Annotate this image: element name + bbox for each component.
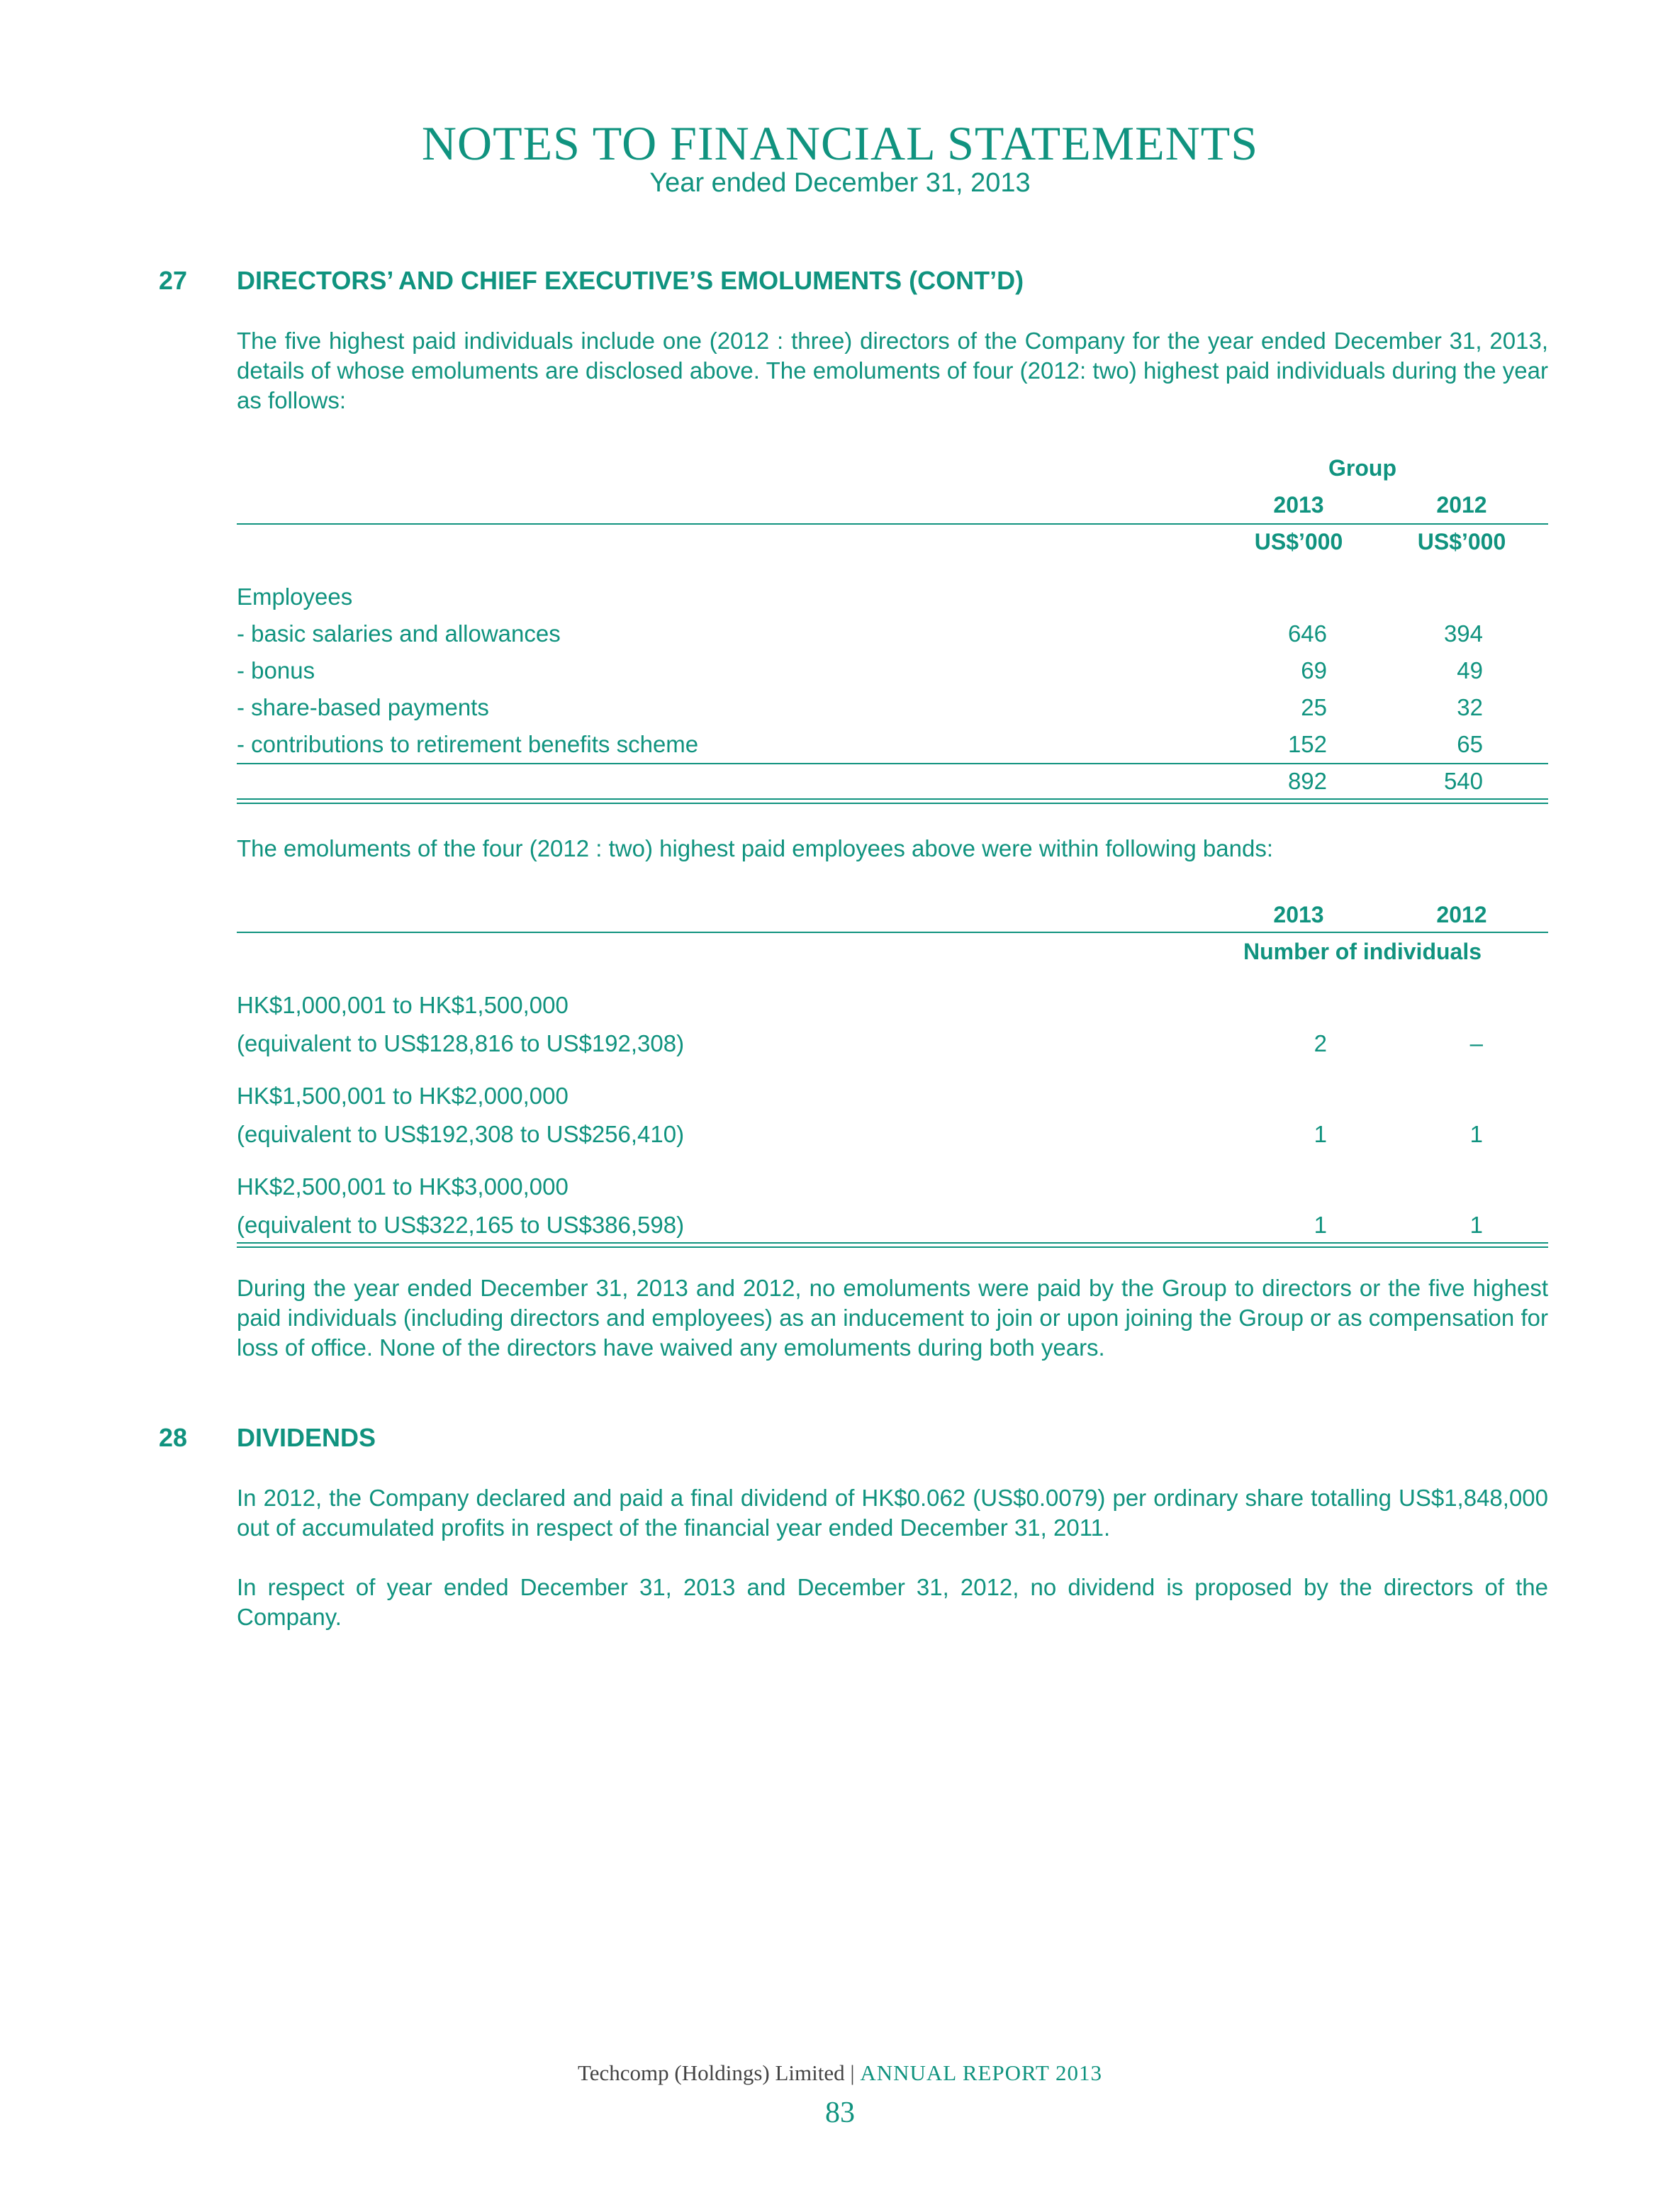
table2-value-2012: 1 xyxy=(1469,1212,1483,1238)
table2-band: HK$1,500,001 to HK$2,000,000 xyxy=(237,1083,569,1109)
footer-company: Techcomp (Holdings) Limited xyxy=(577,2060,845,2085)
table2-value-2012: 1 xyxy=(1469,1121,1483,1147)
table2-value-2012: – xyxy=(1469,1030,1483,1056)
table2-col-2013: 2013 xyxy=(1273,902,1324,927)
table2-band: HK$2,500,001 to HK$3,000,000 xyxy=(237,1173,569,1200)
section-28-para-2: In respect of year ended December 31, 2013 and December 31, 2012, no dividend is proposed by the directors of the Company. xyxy=(237,1574,1548,1630)
section-27-intro: The five highest paid individuals include one (2012 : three) directors of the Company for the year ended December 31, 2013, details of whose emoluments are disclosed above. The emoluments of four (2012: two) highest paid individuals during the year as follows: xyxy=(237,328,1548,413)
table2-band-equivalent: (equivalent to US$192,308 to US$256,410) xyxy=(237,1121,685,1147)
table-row-label: - bonus xyxy=(237,657,315,683)
table1-header-rule xyxy=(237,523,1548,525)
table-row-value-2013: 152 xyxy=(1287,731,1327,757)
section-28-para-1: In 2012, the Company declared and paid a final dividend of HK$0.062 (US$0.0079) per ordinary share totalling US$1,848,000 out of accumulated profits in respect of the financial year ended December 31, 2011. xyxy=(237,1485,1548,1541)
table-row-label: - share-based payments xyxy=(237,694,489,720)
table2-band: HK$1,000,001 to HK$1,500,000 xyxy=(237,992,569,1018)
section-28-title: DIVIDENDS xyxy=(237,1423,376,1452)
table-row-value-2012: 32 xyxy=(1457,694,1483,720)
table1-col-2013: 2013 xyxy=(1273,492,1324,518)
table2-total-rule-top xyxy=(237,1242,1548,1244)
footer-report: ANNUAL REPORT 2013 xyxy=(860,2060,1102,2085)
table1-col-2012: 2012 xyxy=(1436,492,1487,518)
table2-total-rule-bottom xyxy=(237,1246,1548,1248)
section-28-number: 28 xyxy=(159,1423,188,1452)
section-27-number: 27 xyxy=(159,266,188,295)
table2-col-2012: 2012 xyxy=(1436,902,1487,927)
footer xyxy=(0,2059,1680,2087)
table1-category: Employees xyxy=(237,584,353,610)
table2-band-equivalent: (equivalent to US$128,816 to US$192,308) xyxy=(237,1030,685,1056)
table1-total-2012: 540 xyxy=(1443,768,1483,794)
table-row-value-2012: 394 xyxy=(1443,620,1483,647)
table2-band-equivalent: (equivalent to US$322,165 to US$386,598) xyxy=(237,1212,685,1238)
bands-intro: The emoluments of the four (2012 : two) highest paid employees above were within following bands: xyxy=(237,835,1273,861)
table1-total-rule-top xyxy=(237,798,1548,800)
table-row-label: - contributions to retirement benefits scheme xyxy=(237,731,699,757)
table1-total-rule-bottom xyxy=(237,803,1548,804)
page-subtitle: Year ended December 31, 2013 xyxy=(649,168,1031,198)
table-row-value-2012: 49 xyxy=(1457,657,1483,683)
table2-value-2013: 2 xyxy=(1314,1030,1327,1056)
page-title: NOTES TO FINANCIAL STATEMENTS xyxy=(421,116,1259,170)
page-number: 83 xyxy=(825,2097,855,2129)
table-row-label: - basic salaries and allowances xyxy=(237,620,561,647)
table-row-value-2013: 25 xyxy=(1301,694,1327,720)
table2-value-2013: 1 xyxy=(1314,1212,1327,1238)
table2-header-rule xyxy=(237,932,1548,933)
table-row-value-2012: 65 xyxy=(1457,731,1483,757)
table1-subtotal-rule xyxy=(237,763,1548,764)
footer-separator: | xyxy=(850,2060,855,2085)
table-row-value-2013: 646 xyxy=(1287,620,1327,647)
table1-unit-2013: US$’000 xyxy=(1254,529,1343,554)
table1-group-header: Group xyxy=(1328,455,1396,481)
table-row-value-2013: 69 xyxy=(1301,657,1327,683)
section-27-closing: During the year ended December 31, 2013 and 2012, no emoluments were paid by the Group to directors or the five highest paid individuals (including directors and employees) as an inducement to join or upon joining the Group or as compensation for loss of office. None of the directors have waived any emoluments during both years. xyxy=(237,1275,1548,1361)
table1-total-2013: 892 xyxy=(1287,768,1327,794)
section-27-title: DIRECTORS’ AND CHIEF EXECUTIVE’S EMOLUMENTS (CONT’D) xyxy=(237,266,1024,295)
table1-unit-2012: US$’000 xyxy=(1417,529,1506,554)
table2-subheader: Number of individuals xyxy=(1243,939,1482,964)
table2-value-2013: 1 xyxy=(1314,1121,1327,1147)
